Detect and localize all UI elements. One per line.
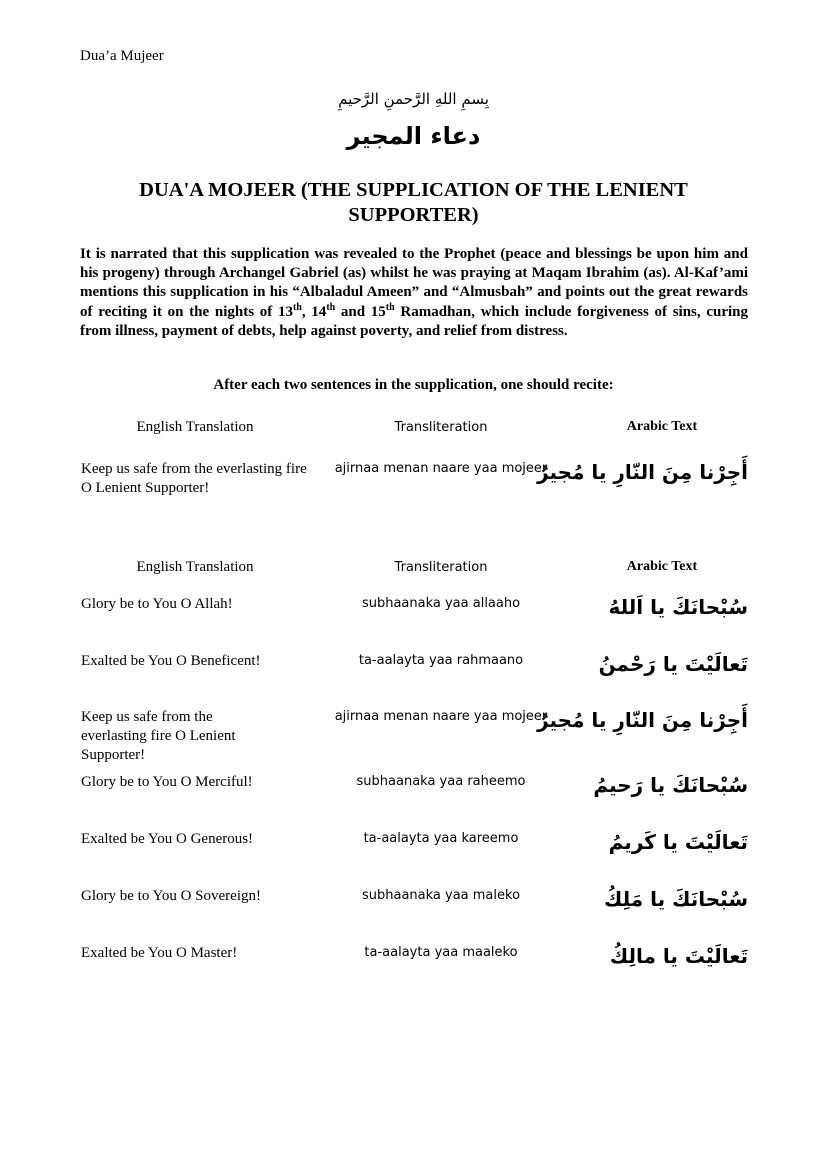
column-header-transliteration: Transliteration — [394, 560, 488, 575]
english-cell: Exalted be You O Beneficent! — [81, 653, 261, 669]
transliteration-cell: ajirnaa menan naare yaa mojeer — [334, 461, 548, 476]
transliteration-cell: subhaanaka yaa allaaho — [361, 596, 521, 611]
intro-paragraph: It is narrated that this supplication was revealed to the Prophet (peace and blessings be upon him and his progeny) through Archangel Gabriel (as) whilst he was praying at Maqam Ibrahim (as). Al-Kaf’ami mentions this supplication in his “Albaladul Ameen” and “Almusbah” and points out the great rewards of reciting it on the nights of 13th, 14th and 15th Ramadhan, which include forgiveness of sins, curing from illness, payment of debts, help against poverty, and relief from distress. — [80, 246, 748, 339]
arabic-cell: سُبْحانَكَ يا مَلِكُ — [603, 887, 748, 911]
english-cell: Glory be to You O Sovereign! — [81, 888, 261, 904]
arabic-title: دعاء المجير — [346, 122, 481, 150]
arabic-cell: تَعالَيْتَ يا رَحْمنُ — [598, 652, 748, 676]
arabic-cell: تَعالَيْتَ يا كَريمُ — [608, 830, 748, 854]
bismillah: بِسمِ اللهِ الرَّحمنِ الرَّحيمِ — [338, 90, 489, 108]
transliteration-cell: subhaanaka yaa raheemo — [356, 774, 526, 789]
english-cell: Keep us safe from the everlasting fire O Lenient Supporter! — [81, 461, 307, 496]
column-header-transliteration: Transliteration — [394, 420, 488, 435]
page-title: DUA'A MOJEER (THE SUPPLICATION OF THE LENIENT SUPPORTER) — [139, 179, 688, 226]
arabic-cell: سُبْحانَكَ يا رَحيمُ — [593, 773, 748, 797]
arabic-cell: أَجِرْنا مِنَ النّارِ يا مُجيرُ — [537, 708, 748, 732]
column-header-english: English Translation — [136, 559, 254, 575]
english-cell: Glory be to You O Allah! — [81, 596, 233, 612]
column-header-arabic: Arabic Text — [626, 419, 698, 434]
transliteration-cell: subhaanaka yaa maleko — [361, 888, 521, 903]
instruction-text: After each two sentences in the supplication, one should recite: — [213, 377, 614, 393]
english-cell: Exalted be You O Master! — [81, 945, 238, 961]
english-cell: Glory be to You O Merciful! — [81, 774, 253, 790]
transliteration-cell: ajirnaa menan naare yaa mojeer — [334, 709, 548, 724]
transliteration-cell: ta-aalayta yaa kareemo — [363, 831, 519, 846]
arabic-cell: أَجِرْنا مِنَ النّارِ يا مُجيرُ — [537, 460, 748, 484]
english-cell: Keep us safe from the everlasting fire O Lenient Supporter! — [81, 709, 236, 763]
transliteration-cell: ta-aalayta yaa maaleko — [364, 945, 518, 960]
column-header-english: English Translation — [136, 419, 254, 435]
running-header: Dua’a Mujeer — [80, 48, 164, 64]
arabic-cell: تَعالَيْتَ يا مالِكُ — [609, 944, 748, 968]
arabic-cell: سُبْحانَكَ يا اَللهُ — [608, 595, 748, 619]
english-cell: Exalted be You O Generous! — [81, 831, 254, 847]
transliteration-cell: ta-aalayta yaa rahmaano — [358, 653, 524, 668]
column-header-arabic: Arabic Text — [626, 559, 698, 574]
